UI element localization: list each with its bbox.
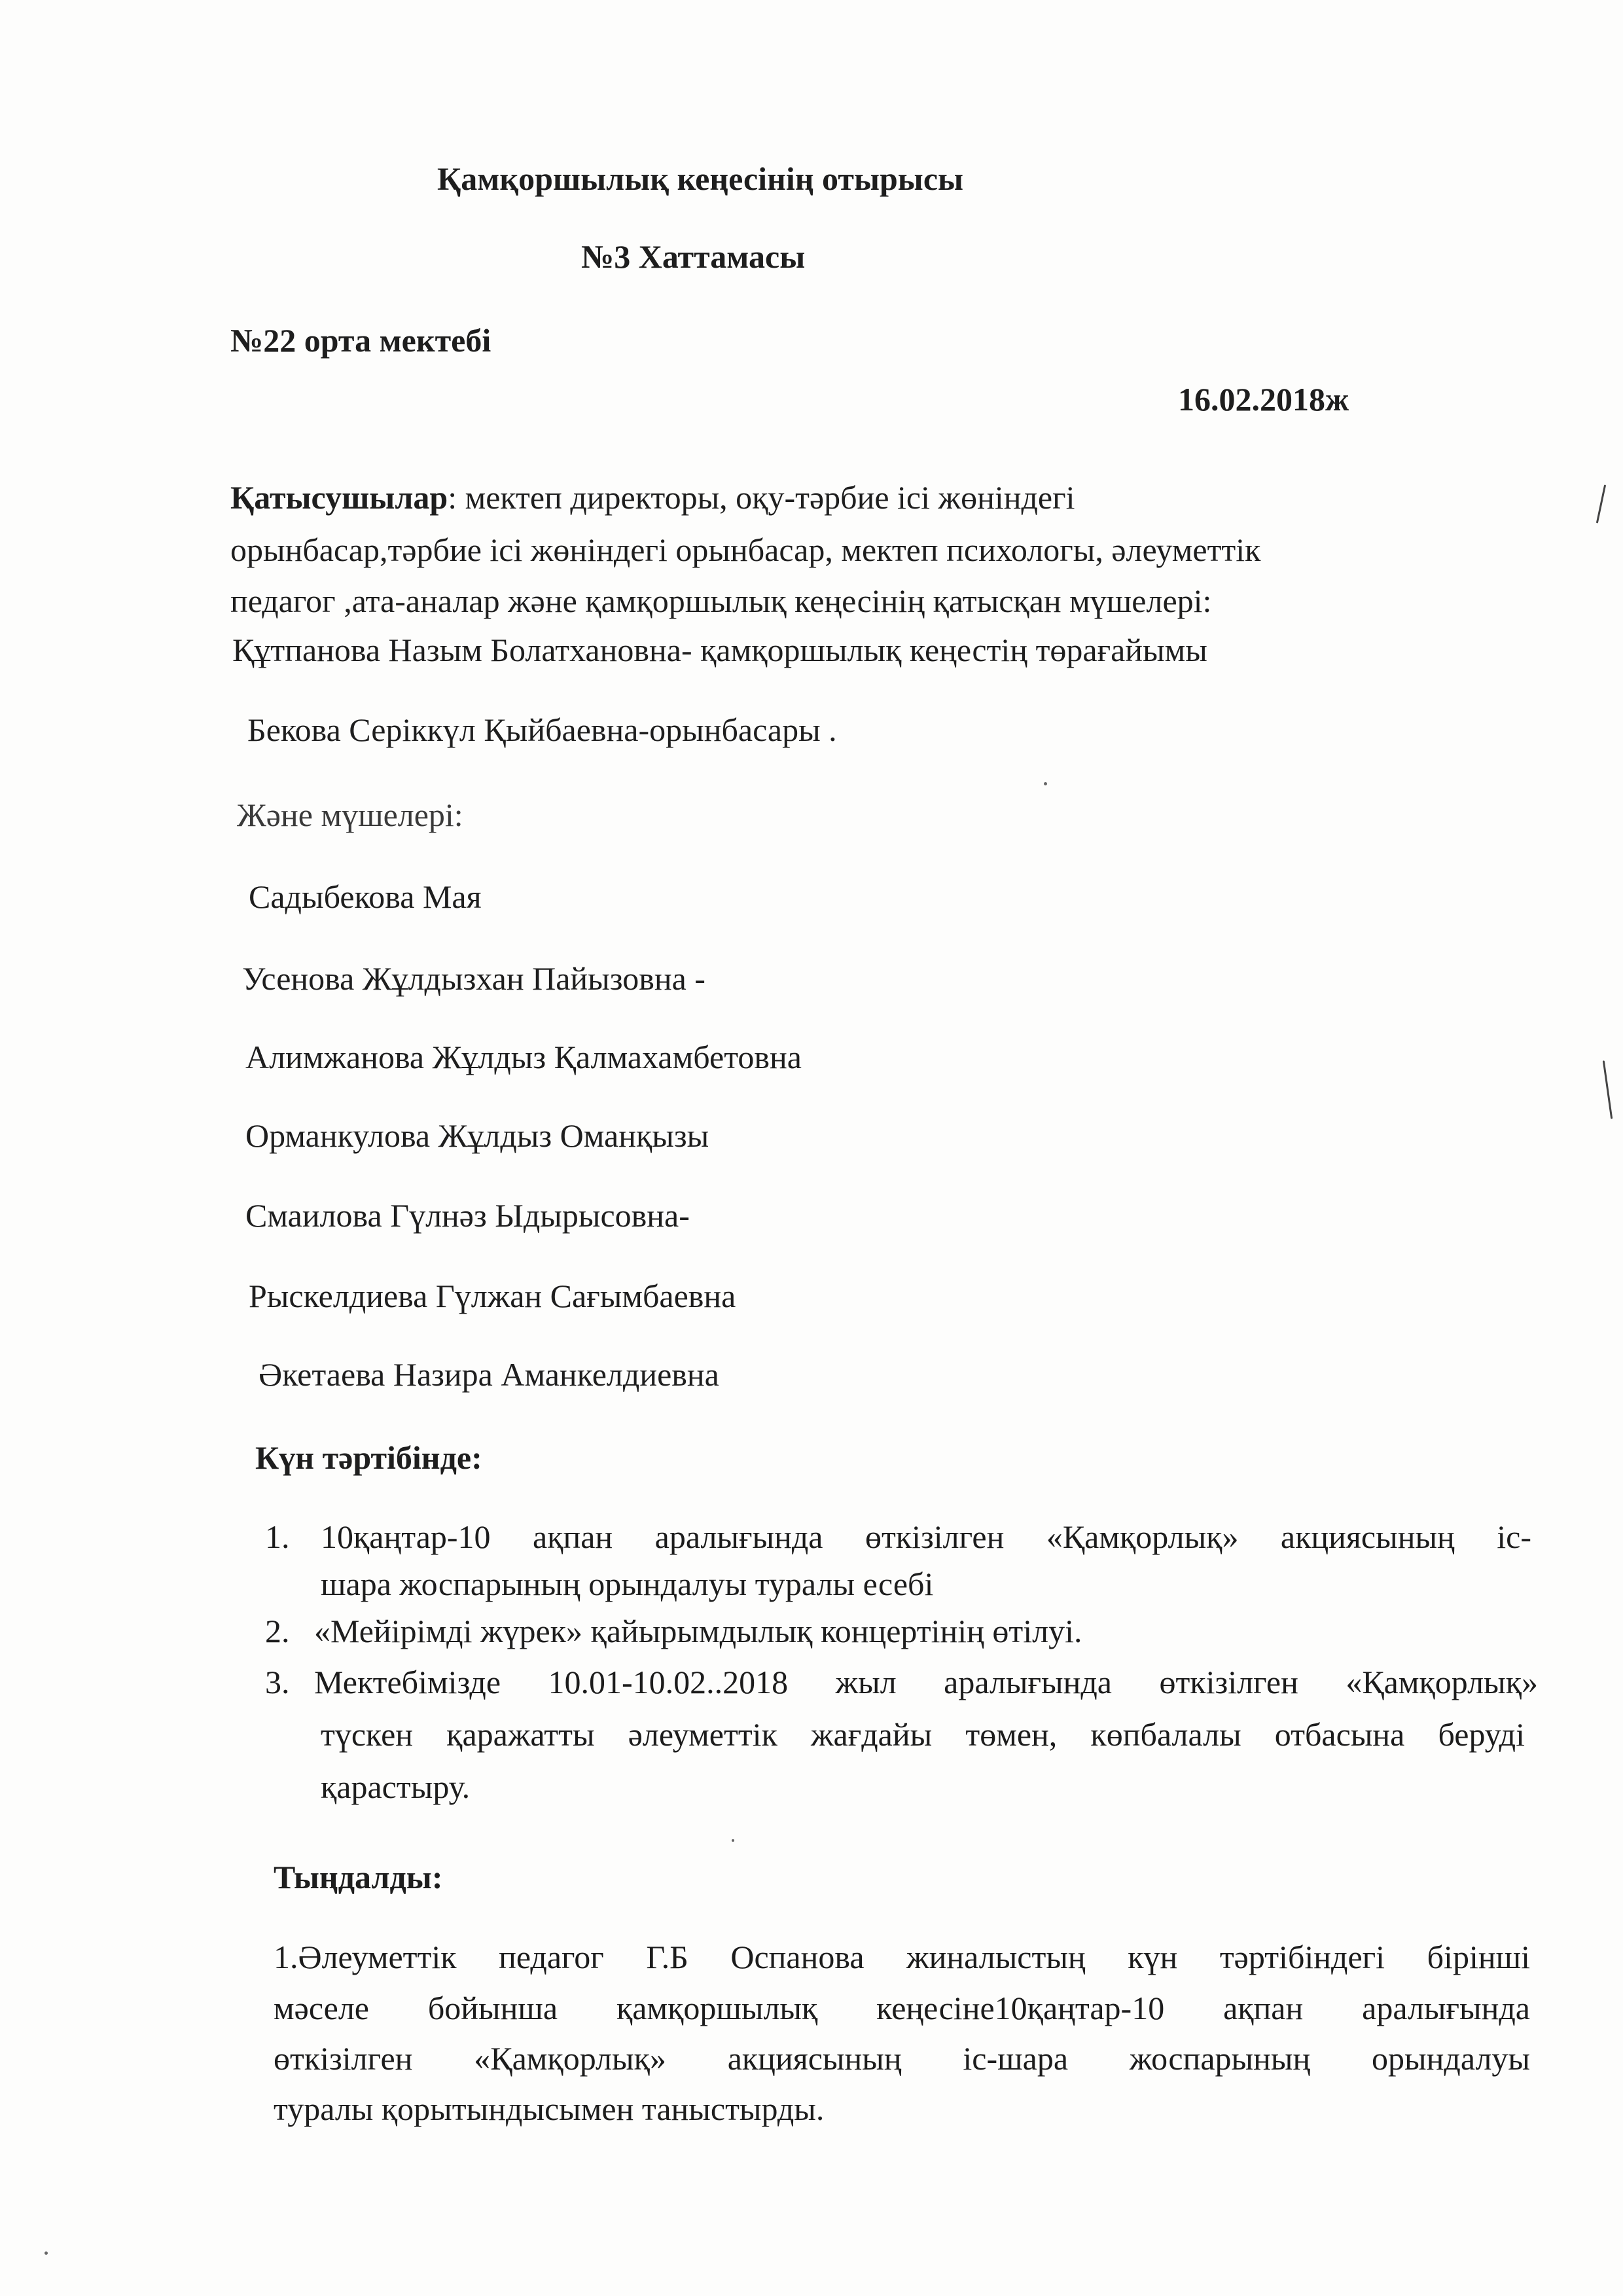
agenda-item-number: 2. [265, 1613, 290, 1649]
agenda-item-number: 1. [265, 1518, 290, 1555]
document-title: Қамқоршылық кеңесінің отырысы [437, 160, 964, 197]
scan-speck [732, 1839, 734, 1842]
heard-line-2: мәселе бойынша қамқоршылық кеңесіне10қаңтар-10 ақпан аралығында [274, 1990, 1530, 2026]
agenda-item-1-line-1: 10қаңтар-10 ақпан аралығында өткізілген «Қамқорлық» акциясының іс- [321, 1518, 1531, 1555]
agenda-item-3-line-3: қарастыру. [321, 1768, 471, 1805]
members-label: Және мүшелері: [237, 797, 463, 833]
heard-line-1: 1.Әлеуметтік педагог Г.Б Оспанова жиналыстың күн тәртібіндегі бірінші [274, 1939, 1530, 1975]
participants-line-3: педагог ,ата-аналар және қамқоршылық кеңесінің қатысқан мүшелері: [230, 583, 1212, 619]
heard-line-4: туралы қорытындысымен таныстырды. [274, 2090, 825, 2127]
school-name: №22 орта мектебі [230, 322, 491, 359]
scan-speck [45, 2251, 48, 2255]
member-item: Смаилова Гүлнәз Ыдырысовна- [245, 1197, 690, 1234]
participants-intro: : мектеп директоры, оқу-тәрбие ісі жөніндегі [448, 479, 1075, 516]
deputy-line: Бекова Серіккүл Қыйбаевна-орынбасары . [247, 711, 837, 748]
member-item: Усенова Жұлдызхан Пайызовна - [242, 960, 705, 997]
member-item: Садыбекова Мая [249, 878, 482, 915]
member-item: Алимжанова Жұлдыз Қалмахамбетовна [245, 1039, 802, 1075]
agenda-item-2-line-1: «Мейірімді жүрек» қайырымдылық концертінің өтілуі. [314, 1613, 1082, 1649]
agenda-heading: Күн тәртібінде: [255, 1439, 482, 1476]
scan-edge-mark [1603, 1060, 1613, 1119]
document-date: 16.02.2018ж [1178, 381, 1349, 418]
participants-line-1 [230, 478, 1075, 517]
heard-heading: Тыңдалды: [274, 1859, 443, 1895]
participants-line-2: орынбасар,тәрбие ісі жөніндегі орынбасар, мектеп психологы, әлеуметтік [230, 531, 1261, 568]
agenda-item-3-line-1: Мектебімізде 10.01-10.02..2018 жыл аралығында өткізілген «Қамқорлық» [314, 1664, 1538, 1700]
chairperson-line: Құтпанова Назым Болатхановна- қамқоршылық кеңестің төрағайымы [232, 632, 1207, 668]
heard-line-3: өткізілген «Қамқорлық» акциясының іс-шара жоспарының орындалуы [274, 2040, 1530, 2077]
member-item: Әкетаева Назира Аманкелдиевна [259, 1356, 719, 1393]
member-item: Орманкулова Жұлдыз Оманқызы [245, 1117, 709, 1154]
member-item: Рыскелдиева Гүлжан Сағымбаевна [249, 1278, 736, 1314]
participants-label: Қатысушылар [230, 479, 448, 516]
agenda-item-1-line-2: шара жоспарының орындалуы туралы есебі [321, 1566, 934, 1602]
scan-edge-mark [1596, 484, 1606, 523]
scan-speck [1044, 782, 1047, 785]
protocol-number: №3 Хаттамасы [581, 238, 806, 275]
agenda-item-3-line-2: түскен қаражатты әлеуметтік жағдайы төмен, көпбалалы отбасына беруді [321, 1716, 1525, 1753]
agenda-item-number: 3. [265, 1664, 290, 1700]
